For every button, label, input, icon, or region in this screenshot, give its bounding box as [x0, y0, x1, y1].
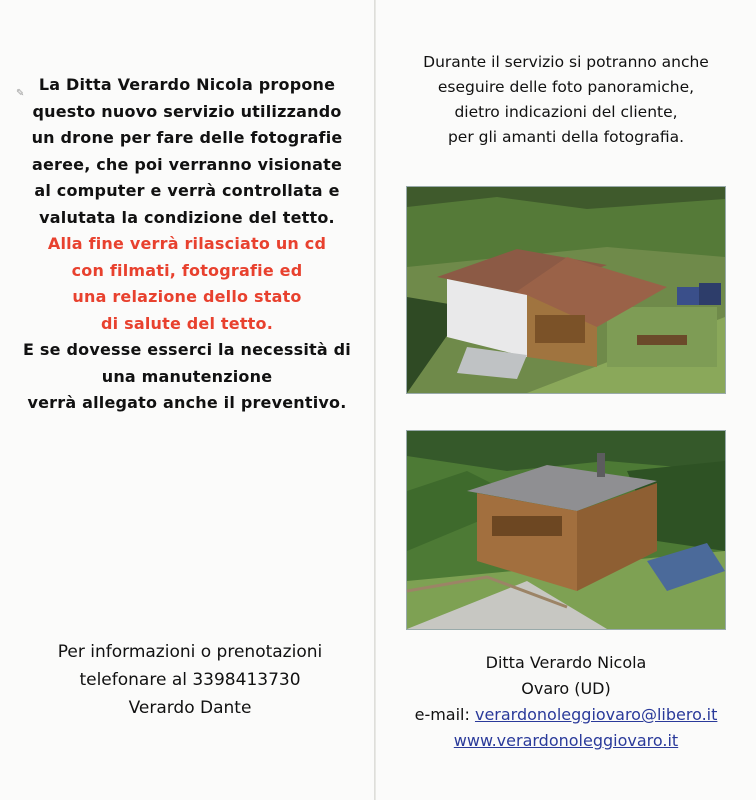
website-link[interactable]: www.verardonoleggiovaro.it — [453, 731, 679, 750]
booking-info — [20, 638, 360, 722]
chalet-side-image — [407, 431, 725, 629]
intro-line: eseguire delle foto panoramiche, — [437, 78, 695, 96]
panoramic-description — [386, 50, 746, 150]
outro-line: E se dovesse esserci la necessità di — [23, 340, 351, 359]
highlight-line: una relazione dello stato — [72, 287, 302, 306]
email-line — [386, 702, 746, 728]
chalet-aerial-image — [407, 187, 725, 393]
intro-line: La Ditta Verardo Nicola propone — [38, 75, 336, 94]
aerial-photo-house — [406, 186, 726, 394]
company-name: Ditta Verardo Nicola — [485, 653, 647, 672]
intro-line: questo nuovo servizio utilizzando — [32, 101, 342, 121]
phone-line: telefonare al 3398413730 — [79, 670, 301, 690]
service-description — [10, 72, 364, 417]
intro-line: Durante il servizio si potranno anche — [423, 53, 709, 71]
contact-name: Verardo Dante — [128, 698, 252, 718]
intro-line: dietro indicazioni del cliente, — [454, 103, 678, 121]
side-photo-house — [406, 430, 726, 630]
outro-line: una manutenzione — [101, 366, 273, 386]
intro-line: per gli amanti della fotografia. — [447, 128, 685, 146]
highlight-line: di salute del tetto. — [101, 313, 273, 333]
company-contact — [386, 650, 746, 754]
intro-line: un drone per fare delle fotografie — [31, 128, 343, 147]
fold-line — [374, 0, 376, 800]
email-link[interactable]: verardonoleggiovaro@libero.it — [474, 705, 718, 724]
pen-mark: ✎ — [16, 88, 25, 99]
email-label: e-mail: — [414, 705, 475, 724]
intro-line: valutata la condizione del tetto. — [39, 207, 335, 227]
intro-line: al computer e verrà controllata e — [34, 181, 340, 200]
company-location: Ovaro (UD) — [521, 679, 611, 698]
highlight-line: con filmati, fotografie ed — [71, 260, 303, 280]
booking-line: Per informazioni o prenotazioni — [57, 642, 323, 662]
highlight-line: Alla fine verrà rilasciato un cd — [47, 234, 327, 253]
outro-line: verrà allegato anche il preventivo. — [27, 393, 347, 412]
website-line — [386, 728, 746, 754]
intro-line: aeree, che poi verranno visionate — [31, 154, 343, 174]
